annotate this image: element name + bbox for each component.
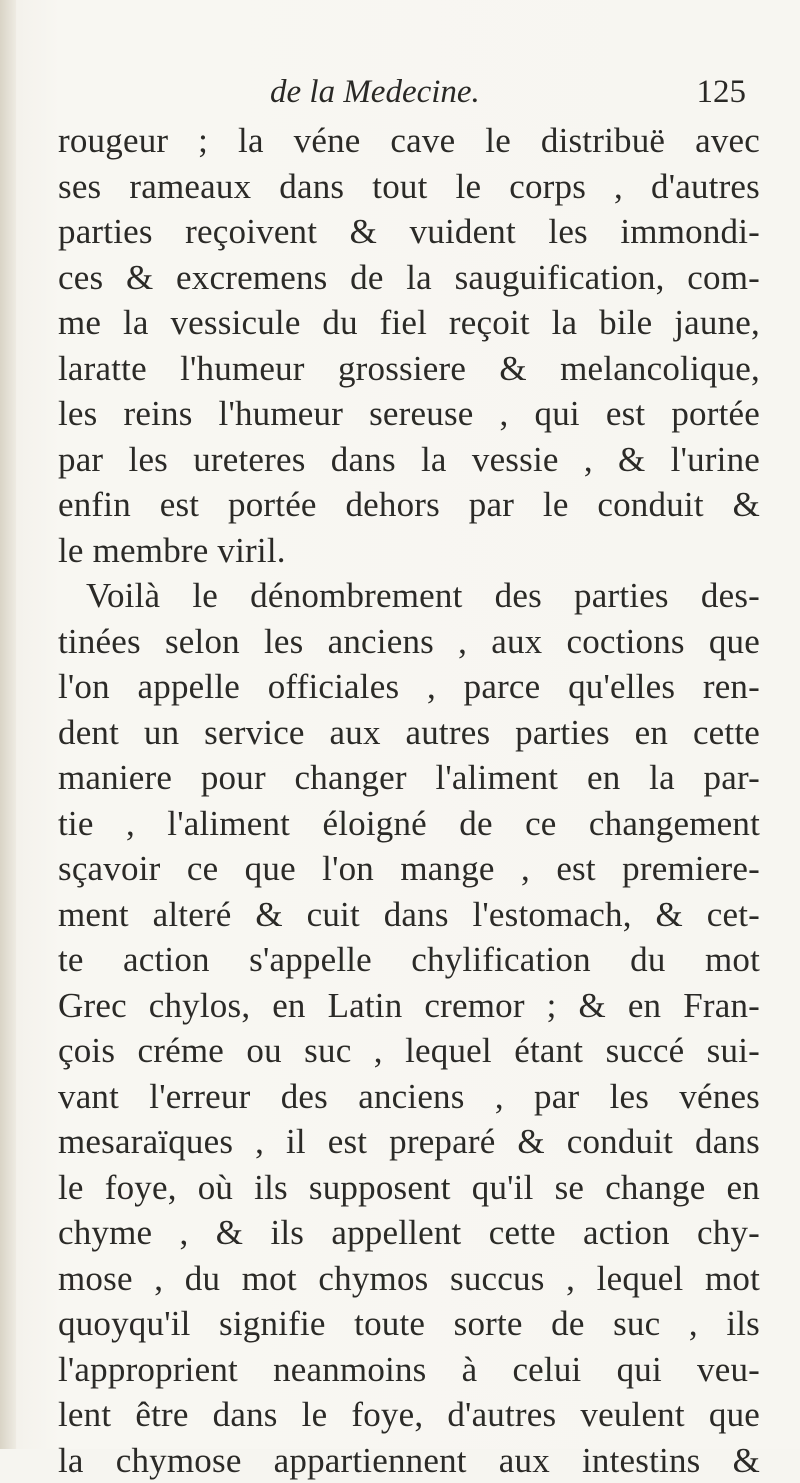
text-line: le membre viril. xyxy=(58,528,760,574)
text-line: quoyqu'il signifie toute sorte de suc , ils xyxy=(58,1301,760,1347)
text-line: parties reçoivent & vuident les immondi- xyxy=(58,209,760,255)
text-line: ces & excremens de la sauguification, com- xyxy=(58,255,760,301)
text-line: tie , l'aliment éloigné de ce changement xyxy=(58,801,760,847)
text-line: ses rameaux dans tout le corps , d'autres xyxy=(58,164,760,210)
text-line: enfin est portée dehors par le conduit & xyxy=(58,482,760,528)
text-line: ment alteré & cuit dans l'estomach, & cet- xyxy=(58,892,760,938)
text-line: Grec chylos, en Latin cremor ; & en Fran- xyxy=(58,983,760,1029)
text-line: l'approprient neanmoins à celui qui veu- xyxy=(58,1347,760,1393)
text-line: tinées selon les anciens , aux coctions que xyxy=(58,619,760,665)
text-line: l'on appelle officiales , parce qu'elles ren- xyxy=(58,664,760,710)
page-gutter-shadow xyxy=(0,0,16,1449)
text-line: par les ureteres dans la vessie , & l'urine xyxy=(58,437,760,483)
text-line: maniere pour changer l'aliment en la par- xyxy=(58,755,760,801)
text-line: rougeur ; la véne cave le distribuë avec xyxy=(58,118,760,164)
text-line: mesaraïques , il est preparé & conduit dans xyxy=(58,1119,760,1165)
body-text xyxy=(58,118,760,1483)
paragraph-1 xyxy=(58,118,760,573)
text-line: le foye, où ils supposent qu'il se change en xyxy=(58,1165,760,1211)
text-line: vant l'erreur des anciens , par les vénes xyxy=(58,1074,760,1120)
text-line: les reins l'humeur sereuse , qui est portée xyxy=(58,391,760,437)
text-line: çois créme ou suc , lequel étant succé sui- xyxy=(58,1028,760,1074)
text-line: me la vessicule du fiel reçoit la bile jaune, xyxy=(58,300,760,346)
text-line: mose , du mot chymos succus , lequel mot xyxy=(58,1256,760,1302)
text-line: laratte l'humeur grossiere & melancolique, xyxy=(58,346,760,392)
text-line: lent être dans le foye, d'autres veulent que xyxy=(58,1392,760,1438)
page-number: 125 xyxy=(697,70,747,114)
text-line: la chymose appartiennent aux intestins & xyxy=(58,1438,760,1483)
text-line: sçavoir ce que l'on mange , est premiere- xyxy=(58,846,760,892)
running-head xyxy=(60,70,750,118)
text-line: dent un service aux autres parties en cette xyxy=(58,710,760,756)
paragraph-2 xyxy=(58,573,760,1483)
running-title: de la Medecine. xyxy=(270,70,480,114)
text-line: Voilà le dénombrement des parties des- xyxy=(58,573,760,619)
text-line: chyme , & ils appellent cette action chy- xyxy=(58,1210,760,1256)
text-line: te action s'appelle chylification du mot xyxy=(58,937,760,983)
